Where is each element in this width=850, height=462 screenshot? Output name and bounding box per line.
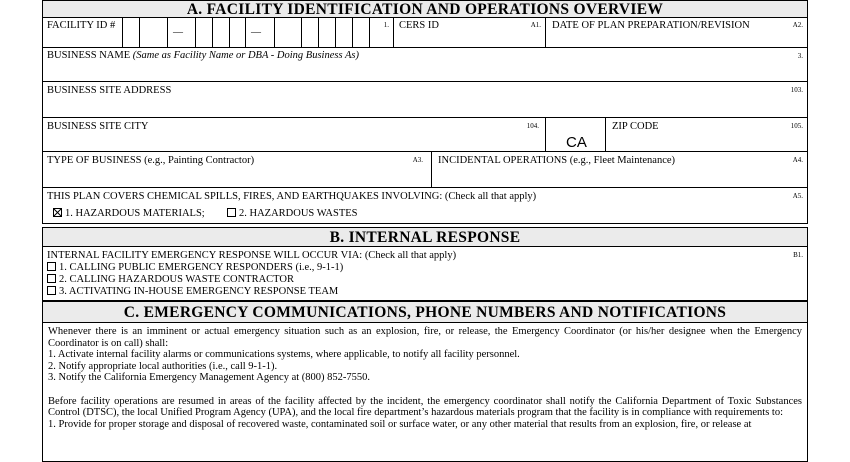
notification-step-2: 2. Notify appropriate local authorities (i.e., call 9-1-1). [48,360,278,372]
section-c-header [42,301,808,323]
id-separator-dash: — [251,27,261,38]
id-digit-box[interactable] [335,18,336,47]
business-name-field[interactable] [42,47,808,82]
type-of-business-number: A3. [412,156,423,164]
type-of-business-label: TYPE OF BUSINESS (e.g., Painting Contractor) [47,155,255,166]
business-name-label: BUSINESS NAME (Same as Facility Name or DBA - Doing Business As) [47,50,359,61]
site-address-field[interactable] [42,81,808,118]
date-prep-number: A2. [792,21,803,29]
facility-id-field[interactable] [42,17,394,48]
date-prep-label: DATE OF PLAN PREPARATION/REVISION [552,20,750,31]
plan-covers-number: A5. [792,192,803,200]
hazardous-wastes-checkbox[interactable] [227,208,236,217]
incidental-operations-label: INCIDENTAL OPERATIONS (e.g., Fleet Maintenance) [438,155,676,166]
zip-label: ZIP CODE [612,121,659,132]
response-option-1[interactable]: 1. CALLING PUBLIC EMERGENCY RESPONDERS (i.e., 9-1-1) [47,262,343,273]
notification-step-1: 1. Activate internal facility alarms or communications systems, where applicable, to notify all facility personnel. [48,349,520,361]
site-city-label: BUSINESS SITE CITY [47,121,149,132]
incidental-operations-number: A4. [792,156,803,164]
id-separator-dash: — [173,27,183,38]
id-digit-box[interactable] [369,18,370,47]
id-digit-box[interactable] [212,18,213,47]
id-digit-box[interactable] [167,18,168,47]
site-address-label: BUSINESS SITE ADDRESS [47,85,172,96]
response-option-1-checkbox[interactable] [47,262,56,271]
cers-id-label: CERS ID [399,20,439,31]
id-digit-box[interactable] [352,18,353,47]
section-c-title: C. EMERGENCY COMMUNICATIONS, PHONE NUMBERS AND NOTIFICATIONS [123,304,727,321]
incidental-operations-field[interactable] [431,151,808,188]
notification-paragraph: Whenever there is an imminent or actual emergency situation such as an explosion, fire, or release, the Emergency Coordinator (or his/her designee when the Emergency Coordinator is on call) shall: [48,326,802,349]
id-digit-box[interactable] [139,18,140,47]
response-option-2-checkbox[interactable] [47,274,56,283]
site-city-field[interactable] [42,117,546,152]
hazardous-wastes-option[interactable]: 2. HAZARDOUS WASTES [227,208,358,219]
section-b-header [42,227,808,247]
resume-operations-paragraph: Before facility operations are resumed in areas of the facility affected by the incident, the emergency coordinator shall notify the California Department of Toxic Substances Control (DTSC), the local Unified Program Agency (UPA), and the local fire department’s hazardous materials program that the facility is in compliance with requirements to: [48,395,802,419]
id-digit-box[interactable] [195,18,196,47]
id-digit-box[interactable] [274,18,275,47]
id-digit-box[interactable] [318,18,319,47]
facility-id-label: FACILITY ID # [47,20,116,31]
plan-covers-field [42,187,808,224]
zip-field[interactable] [605,117,808,152]
section-c-body [42,322,808,462]
type-of-business-field[interactable] [42,151,432,188]
id-digit-box[interactable] [122,18,123,47]
section-b-title: B. INTERNAL RESPONSE [329,229,521,246]
hazardous-materials-option[interactable]: 1. HAZARDOUS MATERIALS; [53,208,205,219]
id-digit-box[interactable] [301,18,302,47]
internal-response-field [42,246,808,301]
site-city-number: 104. [526,122,539,130]
id-digit-box[interactable] [229,18,230,47]
internal-response-label: INTERNAL FACILITY EMERGENCY RESPONSE WILL OCCUR VIA: (Check all that apply) [47,250,457,261]
notification-step-3: 3. Notify the California Emergency Management Agency at (800) 852-7550. [48,372,371,384]
facility-id-number: 1. [383,21,389,29]
resume-operations-item-1: 1. Provide for proper storage and disposal of recovered waste, contaminated soil or surface water, or any other material that results from an explosion, fire, or release at [48,418,752,430]
hazardous-materials-checkbox[interactable] [53,208,62,217]
zip-number: 105. [790,122,803,130]
business-name-number: 3. [797,52,803,60]
response-option-3[interactable]: 3. ACTIVATING IN-HOUSE EMERGENCY RESPONSE TEAM [47,286,338,297]
internal-response-number: B1. [793,251,803,259]
cers-id-field[interactable] [393,17,546,48]
section-a-title: A. FACILITY IDENTIFICATION AND OPERATIONS OVERVIEW [186,1,664,18]
response-option-2[interactable]: 2. CALLING HAZARDOUS WASTE CONTRACTOR [47,274,294,285]
plan-covers-label: THIS PLAN COVERS CHEMICAL SPILLS, FIRES, AND EARTHQUAKES INVOLVING: (Check all that apply) [47,191,537,202]
state-value: CA [566,134,587,151]
site-address-number: 103. [790,86,803,94]
section-a-header [42,0,808,18]
state-field[interactable] [545,117,606,152]
id-digit-box[interactable] [245,18,246,47]
response-option-3-checkbox[interactable] [47,286,56,295]
date-prep-field[interactable] [545,17,808,48]
cers-id-number: A1. [530,21,541,29]
